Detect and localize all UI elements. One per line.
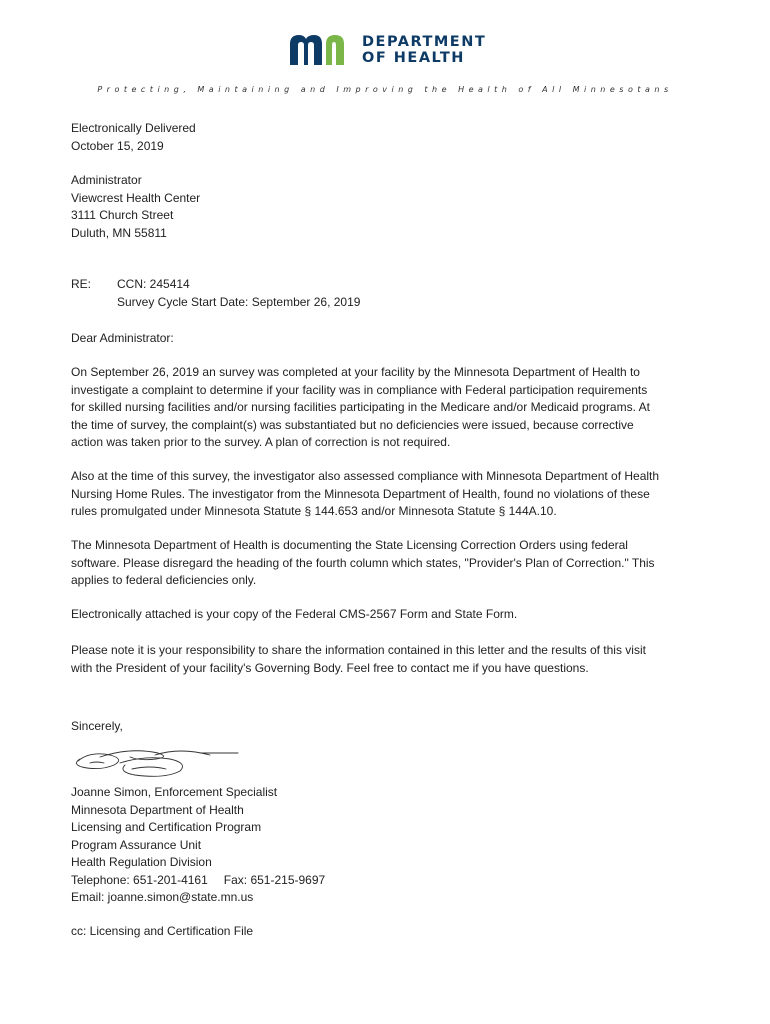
- paragraph-3: [71, 537, 701, 590]
- closing: [71, 718, 701, 736]
- paragraph-line: with the President of your facility's Governing Body. Feel free to contact me if you have questions.: [71, 660, 589, 675]
- department-line2: OF HEALTH: [362, 50, 465, 66]
- letter-date: October 15, 2019: [71, 138, 164, 153]
- signer-name-title: Joanne Simon, Enforcement Specialist: [71, 785, 278, 799]
- paragraph-line: Please note it is your responsibility to share the information contained in this letter and the results of this visit: [71, 643, 646, 657]
- mdh-logo: [290, 33, 490, 69]
- recipient-address: [71, 172, 701, 242]
- address-line: Administrator: [71, 173, 142, 187]
- paragraph-2: [71, 468, 701, 521]
- paragraph-line: The Minnesota Department of Health is documenting the State Licensing Correction Orders using federal: [71, 538, 628, 552]
- signer-organization: Minnesota Department of Health: [71, 802, 244, 817]
- delivery-method: Electronically Delivered: [71, 121, 196, 135]
- paragraph-1: [71, 364, 701, 452]
- letterhead-tagline: Protecting, Maintaining and Improving the Health of All Minnesotans: [97, 85, 673, 94]
- salutation: [71, 330, 701, 348]
- salutation-text: Dear Administrator:: [71, 331, 174, 345]
- cc-line: [71, 923, 701, 941]
- signer-unit: Program Assurance Unit: [71, 837, 202, 852]
- re-block: [71, 276, 701, 311]
- signer-division: Health Regulation Division: [71, 855, 212, 869]
- handwritten-signature: [70, 743, 245, 783]
- signer-email: Email: joanne.simon@state.mn.us: [71, 890, 254, 904]
- paragraph-line: applies to federal deficiencies only.: [71, 573, 257, 587]
- closing-text: Sincerely,: [71, 719, 123, 733]
- ccn-number: CCN: 245414: [117, 277, 190, 291]
- delivery-block: [71, 120, 701, 155]
- signer-telephone: Telephone: 651-201-4161: [71, 872, 208, 887]
- signer-fax: Fax: 651-215-9697: [223, 872, 326, 887]
- signer-program: Licensing and Certification Program: [71, 820, 262, 834]
- paragraph-4: [71, 606, 701, 624]
- letterhead: [0, 0, 770, 110]
- paragraph-line: action was taken prior to the survey. A plan of correction is not required.: [71, 435, 451, 449]
- address-line: 3111 Church Street: [71, 208, 174, 222]
- address-line: Viewcrest Health Center: [71, 190, 201, 205]
- paragraph-line: rules promulgated under Minnesota Statute § 144.653 and/or Minnesota Statute § 144A.10.: [71, 504, 557, 518]
- paragraph-line: for skilled nursing facilities and/or nursing facilities participating in the Medicare and/or Medicaid programs. At: [71, 400, 650, 414]
- paragraph-line: investigate a complaint to determine if your facility was in compliance with Federal participation requirements: [71, 382, 648, 397]
- paragraph-line: Electronically attached is your copy of the Federal CMS-2567 Form and State Form.: [71, 607, 518, 621]
- address-line: Duluth, MN 55811: [71, 225, 167, 240]
- paragraph-line: Nursing Home Rules. The investigator from the Minnesota Department of Health, found no violations of these: [71, 486, 650, 501]
- paragraph-line: Also at the time of this survey, the investigator also assessed compliance with Minnesota Department of Health: [71, 469, 660, 483]
- paragraph-5: [71, 642, 701, 677]
- department-name: [362, 34, 486, 66]
- signer-block: [71, 784, 701, 907]
- re-label: RE:: [71, 277, 92, 291]
- mn-logo-mark: [290, 33, 356, 65]
- department-line1: DEPARTMENT: [362, 34, 487, 50]
- survey-cycle-date: Survey Cycle Start Date: September 26, 2019: [117, 294, 361, 309]
- paragraph-line: On September 26, 2019 an survey was completed at your facility by the Minnesota Department of Health to: [71, 365, 640, 379]
- paragraph-line: the time of survey, the complaint(s) was substantiated but no deficiencies were issued, because corrective: [71, 417, 634, 432]
- cc-text: cc: Licensing and Certification File: [71, 924, 254, 938]
- paragraph-line: software. Please disregard the heading of the fourth column which states, "Provider's Plan of Correction." This: [71, 555, 655, 570]
- signer-phone-fax: [71, 872, 701, 890]
